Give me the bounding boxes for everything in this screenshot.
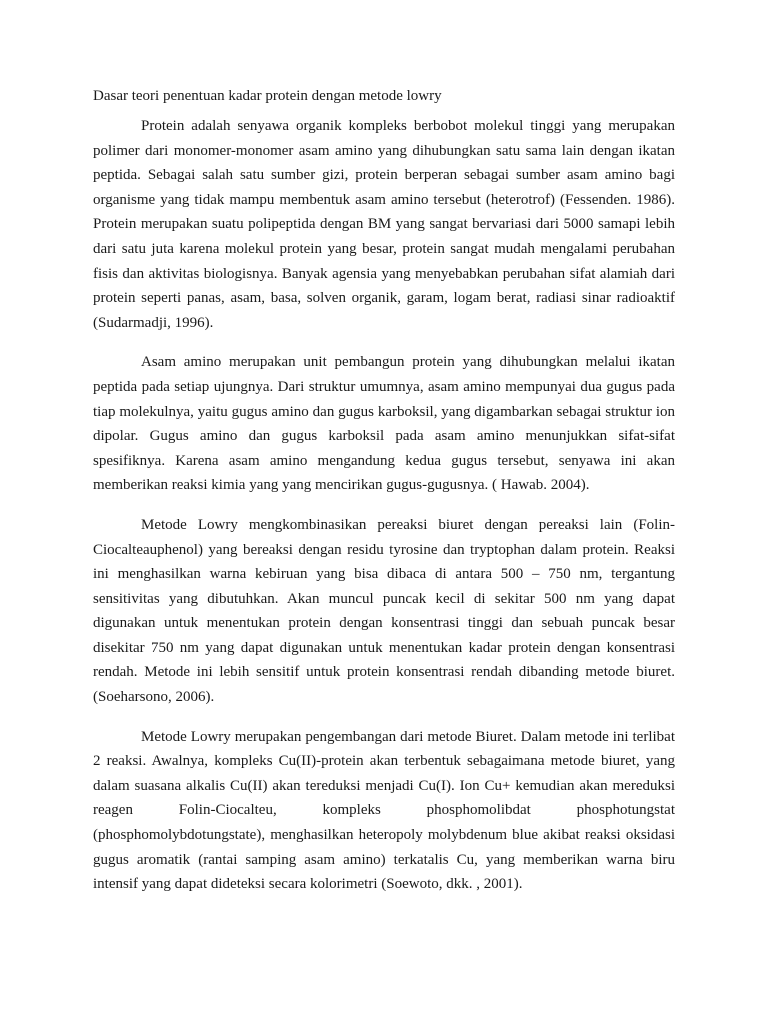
paragraph-lowry-reactions: Metode Lowry merupakan pengembangan dari metode Biuret. Dalam metode ini terlibat 2 reaksi. Awalnya, kompleks Cu(II)-protein akan terbentuk sebagaimana metode biuret, yang dalam suasana alkalis Cu(II) akan tereduksi menjadi Cu(I). Ion Cu+ kemudian akan mereduksi reagen Folin-Ciocalteu, kompleks phosphomolibdat phosphotungstat (phosphomolybdotungstate), menghasilkan heteropoly molybdenum blue akibat reaksi oksidasi gugus aromatik (rantai samping asam amino) terkatalis Cu, yang memberikan warna biru intensif yang dapat dideteksi secara kolorimetri (Soewoto, dkk. , 2001). bbox=[93, 728, 675, 893]
document-page bbox=[93, 84, 675, 912]
document-title: Dasar teori penentuan kadar protein dengan metode lowry bbox=[93, 88, 442, 104]
paragraph-amino-acid: Asam amino merupakan unit pembangun protein yang dihubungkan melalui ikatan peptida pada setiap ujungnya. Dari struktur umumnya, asam amino mempunyai dua gugus pada tiap molekulnya, yaitu gugus amino dan gugus karboksil, yang digambarkan sebagai struktur ion dipolar. Gugus amino dan gugus karboksil pada asam amino menunjukkan sifat-sifat spesifiknya. Karena asam amino mengandung kedua gugus tersebut, senyawa ini akan memberikan reaksi kimia yang yang mencirikan gugus-gugusnya. ( Hawab. 2004). bbox=[93, 354, 675, 494]
paragraph-lowry-method: Metode Lowry mengkombinasikan pereaksi biuret dengan pereaksi lain (Folin-Ciocalteauphenol) yang bereaksi dengan residu tyrosine dan tryptophan dalam protein. Reaksi ini menghasilkan warna kebiruan yang bisa dibaca di antara 500 – 750 nm, tergantung sensitivitas yang dibutuhkan. Akan muncul puncak kecil di sekitar 500 nm yang dapat digunakan untuk menentukan protein dengan konsentrasi tinggi dan sebuah puncak besar disekitar 750 nm yang dapat digunakan untuk menentukan kadar protein dengan konsentrasi rendah. Metode ini lebih sensitif untuk protein konsentrasi rendah dibanding metode biuret. (Soeharsono, 2006). bbox=[93, 516, 675, 706]
paragraph-protein-definition: Protein adalah senyawa organik kompleks berbobot molekul tinggi yang merupakan polimer dari monomer-monomer asam amino yang dihubungkan satu sama lain dengan ikatan peptida. Sebagai salah satu sumber gizi, protein berperan sebagai sumber asam amino bagi organisme yang tidak mampu membentuk asam amino tersebut (heterotrof) (Fessenden. 1986). Protein merupakan suatu polipeptida dengan BM yang sangat bervariasi dari 5000 samapi lebih dari satu juta karena molekul protein yang besar, protein sangat mudah mengalami perubahan fisis dan aktivitas biologisnya. Banyak agensia yang menyebabkan perubahan sifat alamiah dari protein seperti panas, asam, basa, solven organik, garam, logam berat, radiasi sinar radioaktif (Sudarmadji, 1996). bbox=[93, 118, 675, 331]
